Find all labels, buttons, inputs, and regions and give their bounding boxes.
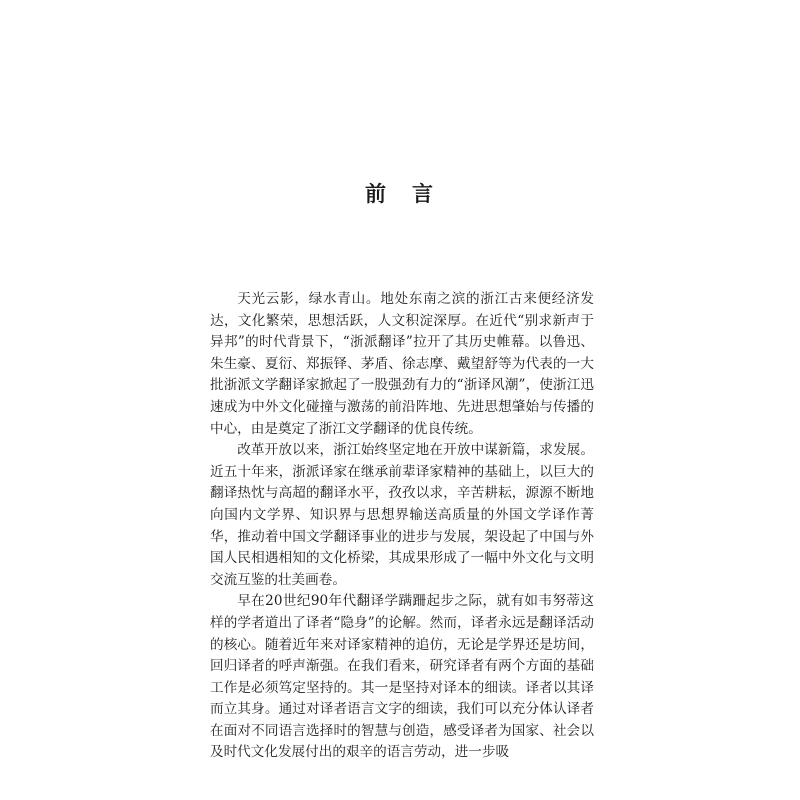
title-char: 前 [365,182,388,206]
page-title [0,178,800,208]
paragraph-3: 早在20世纪90年代翻译学蹒跚起步之际，就有如韦努蒂这样的学者道出了译者“隐身”的论解。然而，译者永远是翻译活动的核心。随着近年来对译家精神的追仿，无论是学界还是坊间，回归译者的呼声渐强。在我们看来，研究译者有两个方面的基础工作是必须笃定坚持的。其一是坚持对译本的细读。译者以其译而立其身。通过对译者语言文字的细读，我们可以充分体认译者在面对不同语言选择时的智慧与创造，感受译者为国家、社会以及时代文化发展付出的艰辛的语言劳动，进一步吸 [210,593,594,761]
body-text [210,289,594,764]
paragraph-2: 改革开放以来，浙江始终坚定地在开放中谋新篇，求发展。近五十年来，浙派译家在继承前辈译家精神的基础上，以巨大的翻译热忱与高超的翻译水平，孜孜以求，辛苦耕耘，源源不断地向国内文学界、知识界与思想界输送高质量的外国文学译作菁华，推动着中国文学翻译事业的进步与发展，架设起了中国与外国人民相遇相知的文化桥梁，其成果形成了一幅中外文化与文明交流互鉴的壮美画卷。 [210,442,594,588]
title-char: 言 [412,182,435,206]
paragraph-1: 天光云影，绿水青山。地处东南之滨的浙江古来便经济发达，文化繁荣，思想活跃，人文积淀深厚。在近代“别求新声于异邦”的时代背景下，“浙派翻译”拉开了其历史帷幕。以鲁迅、朱生豪、夏衍、郑振铎、茅盾、徐志摩、戴望舒等为代表的一大批浙派文学翻译家掀起了一股强劲有力的“浙译风潮”，使浙江迅速成为中外文化碰撞与激荡的前沿阵地、先进思想肇始与传播的中心，由是奠定了浙江文学翻译的优良传统。 [210,291,594,437]
